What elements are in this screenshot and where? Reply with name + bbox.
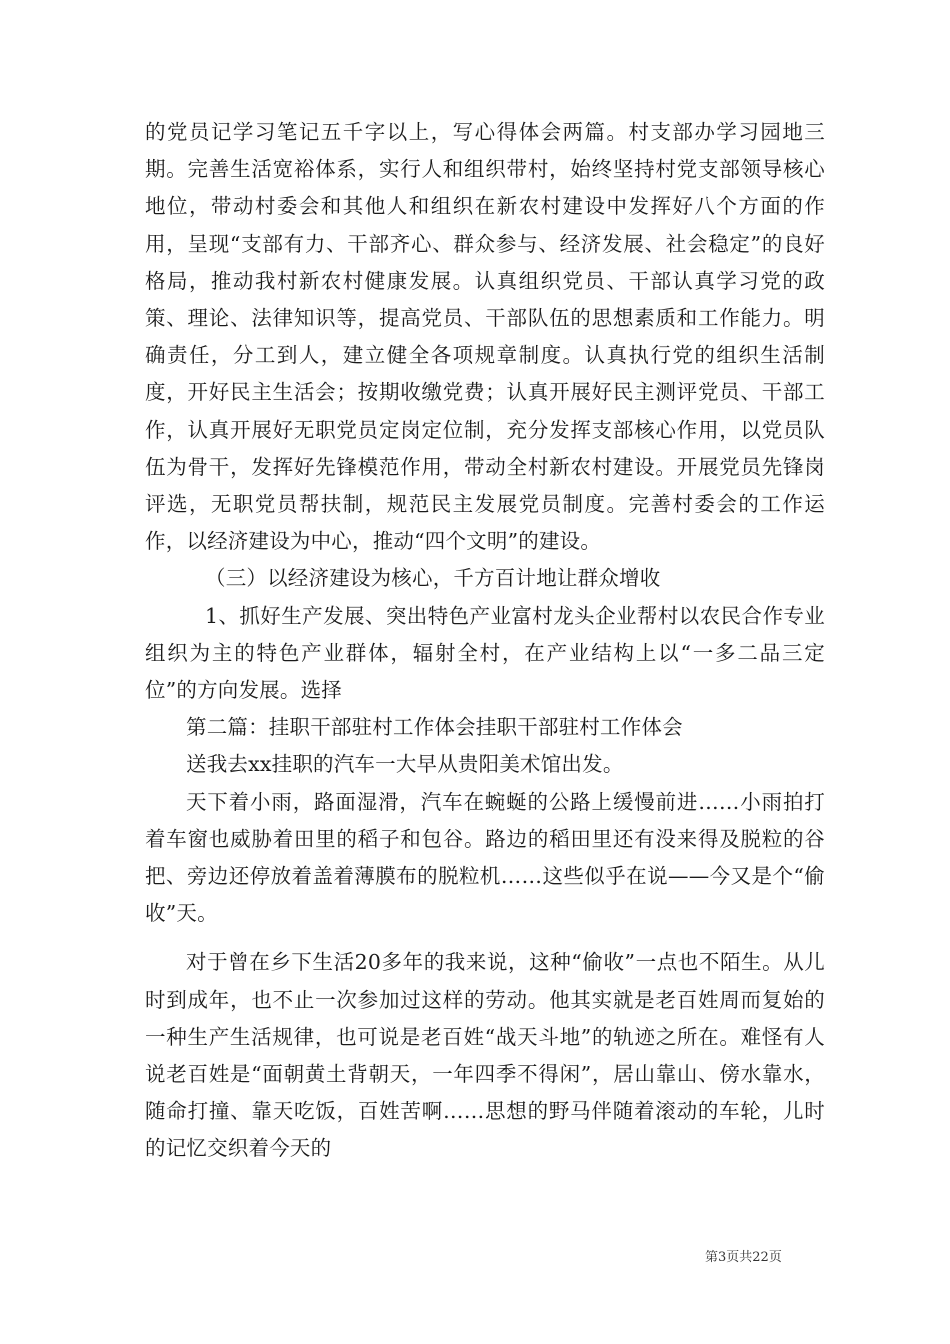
section-heading-economy: （三）以经济建设为核心，千方百计地让群众增收 [205, 566, 661, 591]
paragraph-memories: 对于曾在乡下生活20多年的我来说，这种“偷收”一点也不陌生。从儿时到成年，也不止一次参加过这样的劳动。他其实就是老百姓周而复始的一种生产生活规律，也可说是老百姓“战天斗地”的轨迹之所在。难怪有人说老百姓是“面朝黄土背朝天，一年四季不得闲”，居山靠山、傍水靠水，随命打撞、靠天吃饭，百姓苦啊……思想的野马伴随着滚动的车轮，儿时的记忆交织着今天的 [145, 950, 825, 1161]
page-number: 第3页共22页 [705, 1250, 782, 1265]
paragraph-party-building: 的党员记学习笔记五千字以上，写心得体会两篇。村支部办学习园地三期。完善生活宽裕体系，实行人和组织带村，始终坚持村党支部领导核心地位，带动村委会和其他人和组织在新农村建设中发挥好八个方面的作用，呈现“支部有力、干部齐心、群众参与、经济发展、社会稳定”的良好格局，推动我村新农村健康发展。认真组织党员、干部认真学习党的政策、理论、法律知识等，提高党员、干部队伍的思想素质和工作能力。明确责任，分工到人，建立健全各项规章制度。认真执行党的组织生活制度，开好民主生活会；按期收缴党费；认真开展好民主测评党员、干部工作，认真开展好无职党员定岗定位制，充分发挥支部核心作用，以党员队伍为骨干，发挥好先锋模范作用，带动全村新农村建设。开展党员先锋岗评选，无职党员帮扶制，规范民主发展党员制度。完善村委会的工作运作，以经济建设为中心，推动“四个文明”的建设。 [145, 120, 825, 554]
article-title-second: 第二篇：挂职干部驻村工作体会挂职干部驻村工作体会 [186, 715, 683, 740]
document-body [145, 114, 825, 1168]
paragraph-industry: 1、抓好生产发展、突出特色产业富村龙头企业帮村以农民合作专业组织为主的特色产业群体，辐射全村，在产业结构上以“一多二品三定位”的方向发展。选择 [145, 603, 825, 703]
paragraph-departure: 送我去xx挂职的汽车一大早从贵阳美术馆出发。 [186, 752, 624, 777]
paragraph-rain: 天下着小雨，路面湿滑，汽车在蜿蜒的公路上缓慢前进……小雨拍打着车窗也威胁着田里的稻子和包谷。路边的稻田里还有没来得及脱粒的谷把、旁边还停放着盖着薄膜布的脱粒机……这些似乎在说——今又是个“偷收”天。 [145, 789, 825, 926]
paragraph-gap [145, 932, 825, 944]
